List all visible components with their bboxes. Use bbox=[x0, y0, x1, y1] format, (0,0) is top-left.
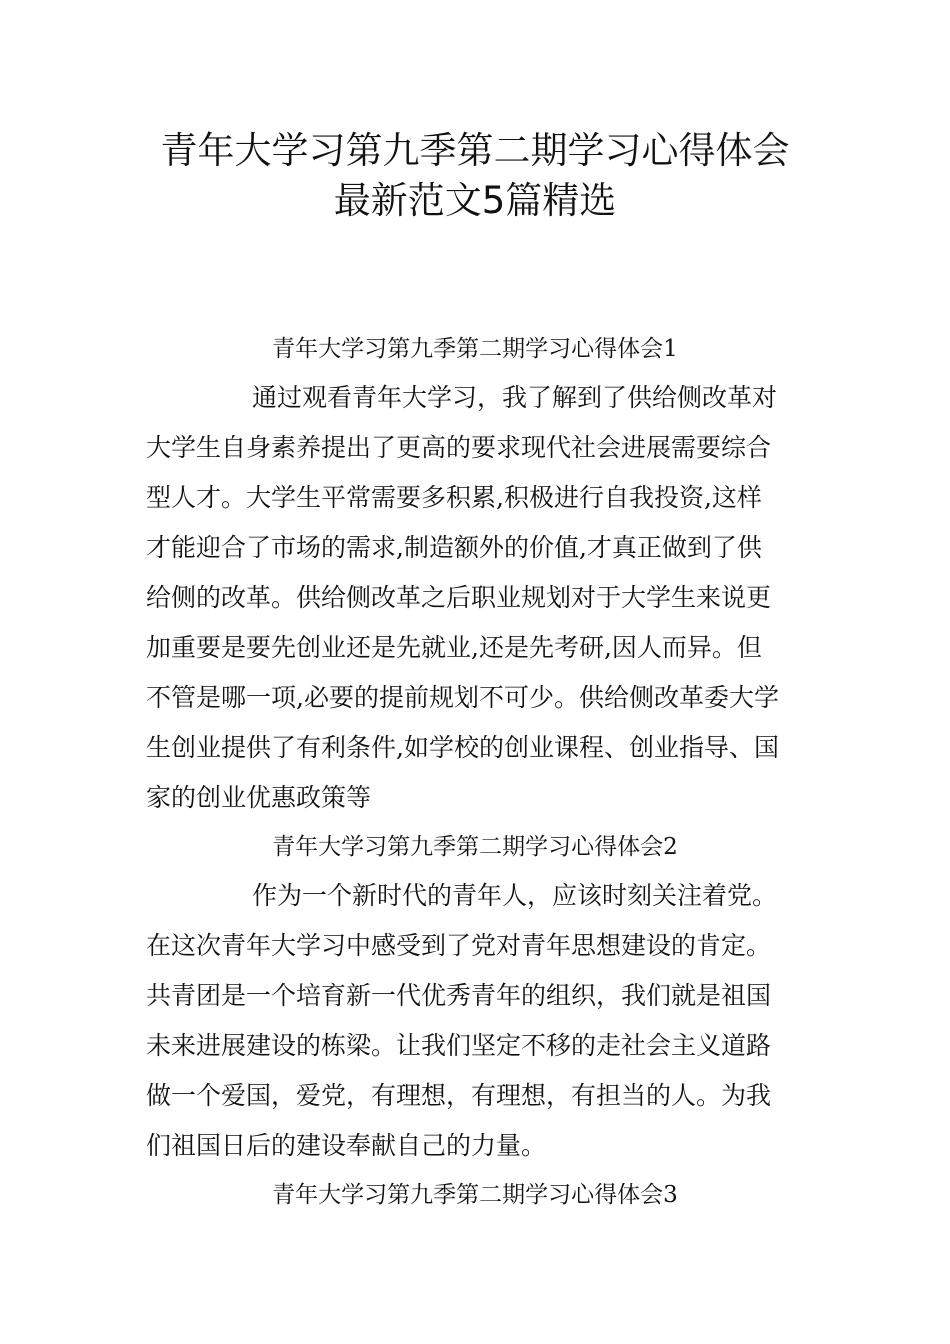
section-2-heading: 青年大学习第九季第二期学习心得体会2 bbox=[272, 834, 678, 860]
section-1-line-5: 给侧的改革。供给侧改革之后职业规划对于大学生来说更 bbox=[146, 583, 772, 612]
section-2-line-6: 们祖国日后的建设奉献自己的力量。 bbox=[146, 1131, 547, 1160]
document-title-line-2: 最新范文5篇精选 bbox=[333, 179, 617, 222]
section-1-line-4: 才能迎合了市场的需求,制造额外的价值,才真正做到了供 bbox=[146, 533, 762, 562]
section-2-line-1: 作为一个新时代的青年人，应该时刻关注着党。 bbox=[252, 881, 778, 910]
section-1-line-3: 型人才。大学生平常需要多积累,积极进行自我投资,这样 bbox=[146, 483, 762, 512]
section-1-line-1: 通过观看青年大学习，我了解到了供给侧改革对 bbox=[252, 383, 778, 412]
section-1-line-6: 加重要是要先创业还是先就业,还是先考研,因人而异。但 bbox=[146, 633, 762, 662]
section-1-heading: 青年大学习第九季第二期学习心得体会1 bbox=[272, 336, 678, 362]
section-2-line-5: 做一个爱国，爱党，有理想，有理想，有担当的人。为我 bbox=[146, 1081, 772, 1110]
section-3-heading: 青年大学习第九季第二期学习心得体会3 bbox=[272, 1182, 678, 1208]
section-2-line-4: 未来进展建设的栋梁。让我们坚定不移的走社会主义道路 bbox=[146, 1031, 772, 1060]
document-title-line-1: 青年大学习第九季第二期学习心得体会 bbox=[160, 129, 790, 172]
section-1-line-9: 家的创业优惠政策等 bbox=[146, 783, 372, 812]
section-2-line-3: 共青团是一个培育新一代优秀青年的组织，我们就是祖国 bbox=[146, 981, 772, 1010]
section-1-line-7: 不管是哪一项,必要的提前规划不可少。供给侧改革委大学 bbox=[146, 683, 779, 712]
section-1-line-8: 生创业提供了有利条件,如学校的创业课程、创业指导、国 bbox=[146, 733, 779, 762]
section-2-line-2: 在这次青年大学习中感受到了党对青年思想建设的肯定。 bbox=[146, 931, 772, 960]
section-1-line-2: 大学生自身素养提出了更高的要求现代社会进展需要综合 bbox=[146, 433, 772, 462]
